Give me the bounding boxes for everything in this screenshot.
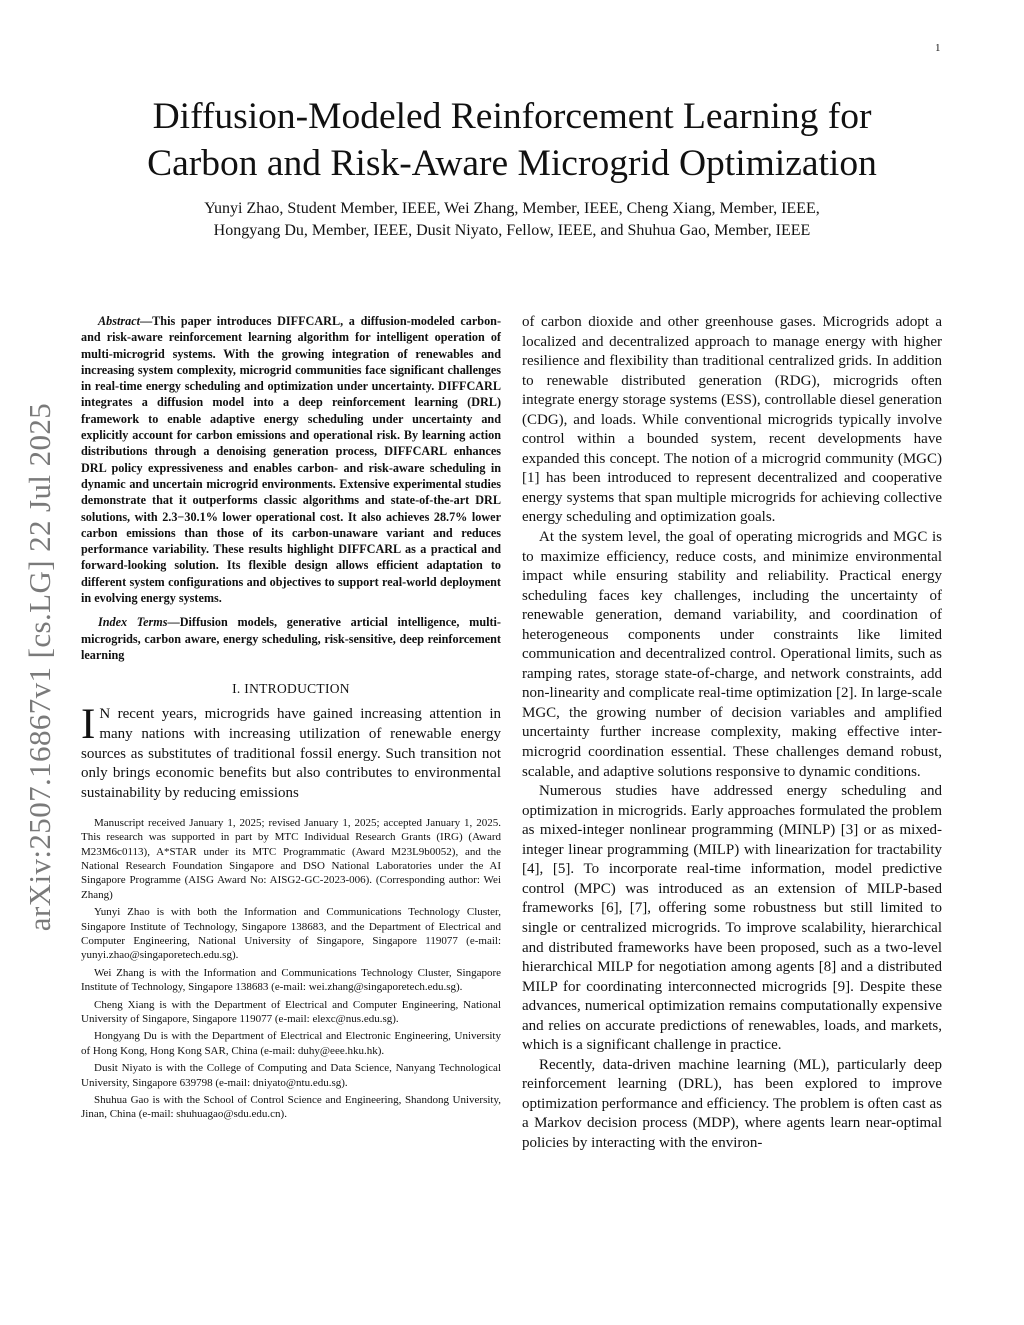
abstract-text: —This paper introduces DIFFCARL, a diffusion-modeled carbon- and risk-aware reinforcement learning algorithm for intelligent operation of multi-microgrid systems. With the growing integration of renewables and increasing system complexity, microgrid communities face significant challenges in real-time energy scheduling and optimization under uncertainty. DIFFCARL integrates a diffusion model into a deep reinforcement learning (DRL) framework to enable adaptive energy scheduling under uncertainty and explicitly account for carbon emissions and operational risk. By learning action distributions through a denoising generation process, DIFFCARL enhances DRL policy expressiveness and enables carbon- and risk-aware scheduling in dynamic and uncertain microgrid environments. Extensive experimental studies demonstrate that it outperforms classic algorithms and state-of-the-art DRL solutions, with 2.3−30.1% lower operational cost. It also achieves 28.7% lower carbon emissions than those of its carbon-unaware variant and reduces performance variability. These results highlight DIFFCARL as a practical and forward-looking solution. Its flexible design allows efficient adaptation to different system configurations and objectives to support real-world deployment in evolving energy systems. xyxy=(81,314,501,606)
authors-line-2: Hongyang Du, Member, IEEE, Dusit Niyato, Fellow, IEEE, and Shuhua Gao, Member, IEEE xyxy=(213,222,811,239)
right-column xyxy=(522,313,942,1154)
footnote: Manuscript received January 1, 2025; revised January 1, 2025; accepted January 1, 2025. This research was supported in part by MTC Individual Research Grants (IRG) (Award M23M6c0113), A*STAR under its MTC Programmatic (Award M23L9b0052), and the National Research Foundation Singapore and DSO National Laboratories under the AI Singapore Programme (AISG Award No: AISG2-GC-2023-006). (Corresponding author: Wei Zhang) xyxy=(81,816,501,901)
drop-cap: I xyxy=(81,701,96,749)
author-list xyxy=(60,198,964,242)
index-terms-text: —Diffusion models, generative articial intelligence, multi-microgrids, carbon aware, energy scheduling, risk-sensitive, deep reinforcement learning xyxy=(81,615,501,662)
paper-title xyxy=(80,93,944,187)
body-paragraph: of carbon dioxide and other greenhouse gases. Microgrids adopt a localized and decentralized approach to manage energy with higher resilience and flexibility than traditional centralized grids. In addition to renewable distributed generation (RDG), microgrids often integrate energy storage systems (ESS), controllable diesel generation (CDG), and loads. While conventional microgrids typically involve control within a bounded system, recent developments have expanded this concept. The notion of a microgrid community (MGC) [1] has been introduced to represent decentralized and cooperative energy systems that span multiple microgrids for achieving collective energy scheduling and optimization goals. xyxy=(522,314,942,526)
index-terms-label: Index Terms xyxy=(98,615,168,630)
footnote: Dusit Niyato is with the College of Computing and Data Science, Nanyang Technological University, Singapore 639798 (e-mail: dniyato@ntu.edu.sg). xyxy=(81,1062,501,1089)
abstract xyxy=(81,313,501,606)
intro-paragraph xyxy=(81,701,501,804)
intro-text: N recent years, microgrids have gained increasing attention in many nations with increasing utilization of renewable energy sources as substitutes of traditional fossil energy. Such transition not only brings economic benefits but also contributes to environmental sustainability by reducing emissions xyxy=(81,706,501,802)
arxiv-stamp xyxy=(20,377,60,957)
footnote: Hongyang Du is with the Department of Electrical and Electronic Engineering, University of Hong Kong, Hong Kong SAR, China (e-mail: duhy@eee.hku.hk). xyxy=(81,1030,501,1057)
authors-line-1: Yunyi Zhao, Student Member, IEEE, Wei Zhang, Member, IEEE, Cheng Xiang, Member, IEEE, xyxy=(204,200,820,217)
body-paragraph: At the system level, the goal of operating microgrids and MGC is to maximize efficiency, reduce costs, and minimize environmental impact while ensuring stability and reliability. Practical energy scheduling faces key challenges, including the uncertainty of renewable generation, demand variability, and coordination of heterogeneous components under constraints like limited communication and decentralized control. Operational limits, such as ramping rates, storage state-of-charge, and network constraints, add non-linearity and complicate real-time optimization [2]. In large-scale MGC, the growing number of decision variables and amplified uncertainty further increase complexity, making effective inter-microgrid coordination essential. These challenges demand robust, scalable, and adaptive solutions responsive to dynamic conditions. xyxy=(522,529,942,780)
section-heading: I. INTRODUCTION xyxy=(232,681,350,697)
page-number: 1 xyxy=(935,42,941,54)
body-paragraph: Recently, data-driven machine learning (ML), particularly deep reinforcement learning (DRL), has been explored to improve optimization performance and efficiency. The problem is often cast as a Markov decision process (MDP), where agents learn near-optimal policies by interacting with the environ- xyxy=(522,1056,942,1151)
footnote: Cheng Xiang is with the Department of Electrical and Computer Engineering, National University of Singapore, Singapore 119077 (e-mail: elexc@nus.edu.sg). xyxy=(81,998,501,1026)
footnote: Wei Zhang is with the Information and Communications Technology Cluster, Singapore Institute of Technology, Singapore 138683 (e-mail: wei.zhang@singaporetech.edu.sg). xyxy=(81,966,501,994)
title-line-1: Diffusion-Modeled Reinforcement Learning for xyxy=(152,96,872,137)
arxiv-stamp-text: arXiv:2507.16867v1 [cs.LG] 22 Jul 2025 xyxy=(22,402,57,932)
footnote: Shuhua Gao is with the School of Control Science and Engineering, Shandong University, Jinan, China (e-mail: shuhuagao@sdu.edu.cn). xyxy=(81,1094,501,1121)
footnote: Yunyi Zhao is with both the Information and Communications Technology Cluster, Singapore Institute of Technology, Singapore 138683, and the Department of Electrical and Computer Engineering, National University of Singapore, Singapore 119077 (e-mail: yunyi.zhao@singaporetech.edu.sg). xyxy=(81,906,501,962)
footnotes xyxy=(81,816,501,1122)
left-column xyxy=(81,313,501,1125)
body-paragraph: Numerous studies have addressed energy scheduling and optimization in microgrids. Early approaches formulated the problem as mixed-integer nonlinear programming (MINLP) [3] or as mixed-integer linear programming (MILP) with linearization for tractability [4], [5]. To incorporate real-time information, model predictive control (MPC) was introduced as an extension of MILP-based frameworks [6], [7], offering some robustness but still limited to single or centralized microgrids. To improve scalability, hierarchical and distributed frameworks have been proposed, such as a two-level hierarchical MILP for negotiation among agents [8] and a distributed MILP for coordinating interconnected microgrids [9]. Despite these advances, numerical optimization remains computationally expensive and relies on accurate predictions of renewables, loads, and markets, which is a significant challenge in practice. xyxy=(522,783,942,1054)
title-line-2: Carbon and Risk-Aware Microgrid Optimization xyxy=(147,143,877,184)
abstract-label: Abstract xyxy=(98,314,140,328)
index-terms xyxy=(81,614,501,663)
